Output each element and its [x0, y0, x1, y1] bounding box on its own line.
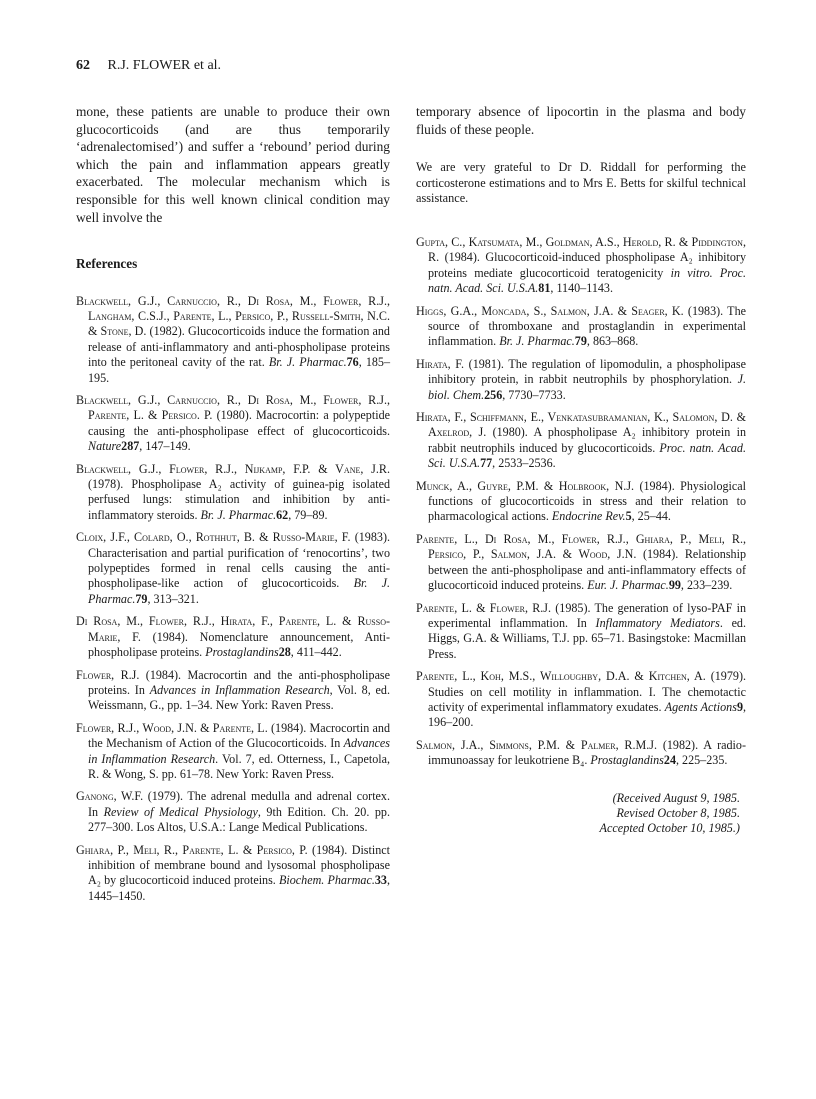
reference-text: (1984). Macrocortin and the Mechanism of Action of the Glucocorticoids. In	[88, 720, 391, 751]
reference-entry	[76, 294, 390, 386]
reference-authors: Parente, L., Di Rosa, M., Flower, R.J., Ghiara, P., Meli, R., Persico, P., Salmon, J.A. & Wood, J.N.	[416, 531, 746, 562]
reference-authors: Hirata, F.	[416, 356, 465, 371]
reference-pages: , 233–239.	[680, 578, 733, 593]
reference-volume: 77	[480, 456, 493, 471]
reference-pages: , 863–868.	[586, 334, 639, 349]
reference-authors: Hirata, F., Schiffmann, E., Venkatasubramanian, K., Salomon, D. & Axelrod, J.	[416, 410, 746, 440]
reference-journal: Eur. J. Pharmac.	[587, 578, 669, 593]
reference-volume: 79	[574, 334, 587, 349]
reference-entry	[76, 614, 390, 660]
reference-journal: Nature	[88, 439, 122, 454]
reference-text: (1982). Glucocorticoids induce the formation and release of anti-inflammatory and anti-phospholipase proteins into the peritoneal cavity of the rat.	[88, 324, 390, 370]
right-column	[416, 103, 746, 836]
reference-entry	[76, 530, 390, 607]
reference-pages: , 147–149.	[139, 439, 191, 454]
reference-authors: Blackwell, G.J., Carnuccio, R., Di Rosa, M., Flower, R.J., Parente, L. & Persico. P.	[76, 393, 390, 423]
acknowledgement: We are very grateful to Dr D. Riddall for performing the corticosterone estimations and to Mrs E. Betts for skilful technical assistance.	[416, 160, 746, 206]
reference-pages: , 1140–1143.	[550, 281, 613, 296]
reference-journal: Br. J. Pharmac.	[88, 576, 390, 606]
reference-journal: J. biol. Chem.	[428, 372, 746, 402]
reference-text: (1983). The source of thromboxane and prostaglandin in experimental inflammation.	[428, 303, 746, 349]
reference-entry	[416, 479, 746, 525]
reference-journal: Prostaglandins	[205, 645, 279, 660]
reference-journal: in vitro. Proc. natn. Acad. Sci. U.S.A.	[428, 265, 747, 296]
reference-journal: Br. J. Pharmac.	[200, 507, 277, 522]
reference-authors: Parente, L., Koh, M.S., Willoughby, D.A. & Kitchen, A.	[416, 669, 706, 684]
reference-entry	[76, 843, 390, 905]
reference-volume: 33	[374, 873, 387, 888]
reference-text: (1984). Distinct inhibition of membrane bound and lysosomal phospholipase A₂ by glucocorticoid induced proteins.	[88, 842, 391, 888]
reference-text: (1984). Nomenclature announcement, Anti-phospholipase proteins.	[88, 629, 391, 660]
reference-journal: Proc. natn. Acad. Sci. U.S.A.	[428, 440, 746, 471]
references-list-right	[416, 235, 746, 769]
reference-entry	[416, 410, 746, 472]
reference-entry	[76, 789, 390, 835]
page-number: 62	[76, 58, 90, 73]
reference-journal: Br. J. Pharmac.	[499, 334, 575, 349]
reference-text: (1984). Macrocortin and the anti-phospholipase proteins. In	[88, 667, 391, 697]
reference-entry	[416, 235, 746, 297]
reference-pages: , Vol. 8, ed. Weissmann, G., pp. 1–34. New York: Raven Press.	[88, 682, 390, 713]
reference-text: (1979). The adrenal medulla and adrenal cortex. In	[88, 789, 390, 819]
reference-volume: 99	[668, 578, 681, 593]
reference-pages: , 196–200.	[428, 699, 747, 730]
reference-journal: Endocrine Rev.	[551, 509, 626, 524]
reference-volume: 76	[346, 355, 359, 370]
reference-entry	[416, 738, 746, 769]
reference-journal: Advances in Inflammation Research	[88, 736, 390, 766]
reference-journal: Advances in Inflammation Research	[149, 682, 330, 697]
reference-text: (1984). Glucocorticoid-induced phospholipase A₂ inhibitory proteins mediate glucocorticoid teratogenicity	[428, 250, 746, 280]
reference-pages: , 25–44.	[631, 509, 671, 524]
reference-text: (1980). A phospholipase A₂ inhibitory protein in rabbit neutrophils induced by glucocorticoids.	[428, 425, 746, 455]
reference-volume: 28	[278, 645, 291, 660]
reference-volume: 256	[484, 387, 503, 402]
reference-text: (1979). Studies on cell motility in inflammation. I. The chemotactic activity of experimental inflammatory exudates.	[428, 669, 746, 714]
reference-text: (1984). Physiological functions of glucocorticoids in stress and their relation to pharmacological actions.	[428, 478, 746, 524]
reference-entry	[416, 601, 746, 663]
reference-entry	[416, 669, 746, 731]
reference-volume: 62	[276, 507, 289, 522]
reference-text: (1984). Relationship between the anti-phospholipase and anti-inflammatory effects of glucocorticoid induced proteins.	[428, 547, 746, 593]
reference-text: (1982). A radio-immunoassay for leukotriene B₄.	[428, 737, 746, 768]
references-list-left	[76, 294, 390, 905]
reference-pages: , 79–89.	[288, 507, 328, 522]
reference-journal: Br. J. Pharmac.	[268, 355, 347, 370]
references-heading: References	[76, 256, 138, 272]
reference-volume: 287	[121, 439, 140, 454]
reference-entry	[76, 721, 390, 783]
reference-authors: Munck, A., Guyre, P.M. & Holbrook, N.J.	[416, 478, 635, 493]
reference-pages: , 411–442.	[290, 645, 342, 660]
received-dates	[416, 791, 746, 837]
reference-text: (1978). Phospholipase A₂ activity of guinea-pig isolated perfused lungs: stimulation and inhibition by anti-inflammatory steroids.	[88, 477, 390, 522]
reference-pages: , 225–235.	[675, 753, 728, 768]
reference-authors: Blackwell, G.J., Flower, R.J., Nijkamp, F.P. & Vane, J.R.	[76, 461, 390, 476]
reference-pages: , 1445–1450.	[88, 873, 390, 903]
reference-entry	[416, 304, 746, 350]
reference-authors: Blackwell, G.J., Carnuccio, R., Di Rosa, M., Flower, R.J., Langham, C.S.J., Parente, L., Persico, P., Russell-Smith, N.C. & Stone, D.	[76, 293, 390, 339]
reference-pages: , 185–195.	[88, 355, 391, 385]
body-paragraph-right: temporary absence of lipocortin in the plasma and body fluids of these people.	[416, 104, 746, 137]
received-date: (Received August 9, 1985.	[612, 790, 740, 805]
reference-journal: Biochem. Pharmac.	[279, 873, 375, 888]
reference-text: (1981). The regulation of lipomodulin, a phospholipase inhibitory protein, in rabbit neutrophils by phosphorylation.	[428, 356, 746, 387]
reference-entry	[416, 357, 746, 403]
reference-authors: Flower, R.J.	[76, 667, 140, 682]
accepted-date: Accepted October 10, 1985.)	[599, 820, 740, 835]
revised-date: Revised October 8, 1985.	[616, 805, 740, 820]
body-paragraph-left: mone, these patients are unable to produce their own glucocorticoids (and are thus temporarily ‘adrenalectomised’) and suffer a ‘rebound’ period during which the pain and inflammation appears greatly exacerbated. The molecular mechanism which is responsible for this well known clinical condition may well involve the	[76, 104, 390, 225]
reference-pages: , 313–321.	[147, 591, 199, 606]
reference-entry	[416, 532, 746, 594]
reference-volume: 9	[736, 699, 743, 714]
reference-volume: 24	[663, 753, 676, 768]
left-column	[76, 103, 390, 911]
reference-volume: 5	[625, 509, 632, 524]
reference-authors: Cloix, J.F., Colard, O., Rothhut, B. & Russo-Marie, F.	[76, 530, 351, 545]
reference-journal: Prostaglandins	[590, 753, 664, 768]
reference-authors: Parente, L. & Flower, R.J.	[416, 600, 552, 615]
reference-pages: , 7730–7733.	[502, 387, 566, 402]
reference-pages: , 9th Edition. Ch. 20. pp. 277–300. Los Altos, U.S.A.: Lange Medical Publications.	[88, 804, 390, 835]
reference-authors: Gupta, C., Katsumata, M., Goldman, A.S., Herold, R. & Piddington, R.	[416, 234, 746, 265]
reference-authors: Ghiara, P., Meli, R., Parente, L. & Persico, P.	[76, 842, 308, 857]
reference-journal: Review of Medical Physiology	[103, 804, 258, 819]
reference-volume: 79	[135, 591, 148, 606]
reference-entry	[76, 668, 390, 714]
reference-pages: , 2533–2536.	[492, 456, 556, 471]
reference-authors: Flower, R.J., Wood, J.N. & Parente, L.	[76, 720, 268, 735]
reference-entry	[76, 393, 390, 455]
reference-journal: Agents Actions	[664, 699, 737, 714]
reference-authors: Salmon, J.A., Simmons, P.M. & Palmer, R.M.J.	[416, 737, 658, 752]
reference-entry	[76, 462, 390, 524]
reference-text: (1985). The generation of lyso-PAF in experimental inflammation. In	[428, 600, 747, 630]
reference-authors: Ganong, W.F.	[76, 789, 144, 804]
reference-text: (1983). Characterisation and partial purification of ‘renocortins’, two polypeptides formed in renal cells causing the anti-phospholipase-like action of glucocorticoids.	[88, 530, 390, 591]
reference-journal: Inflammatory Mediators	[595, 615, 720, 630]
reference-authors: Di Rosa, M., Flower, R.J., Hirata, F., Parente, L. & Russo-Marie, F.	[76, 614, 390, 644]
page-header	[76, 58, 221, 74]
reference-text: (1980). Macrocortin: a polypeptide causing the anti-phospholipase effect of glucocorticoids.	[88, 408, 390, 438]
reference-pages: . ed. Higgs, G.A. & Williams, T.J. pp. 65–71. Basingstoke: Macmillan Press.	[428, 615, 747, 661]
running-title: R.J. FLOWER et al.	[107, 58, 222, 73]
reference-volume: 81	[538, 281, 551, 296]
reference-authors: Higgs, G.A., Moncada, S., Salmon, J.A. & Seager, K.	[416, 303, 684, 318]
reference-pages: . Vol. 7, ed. Otterness, I., Capetola, R. & Wong, S. pp. 61–78. New York: Raven Press.	[88, 751, 390, 781]
